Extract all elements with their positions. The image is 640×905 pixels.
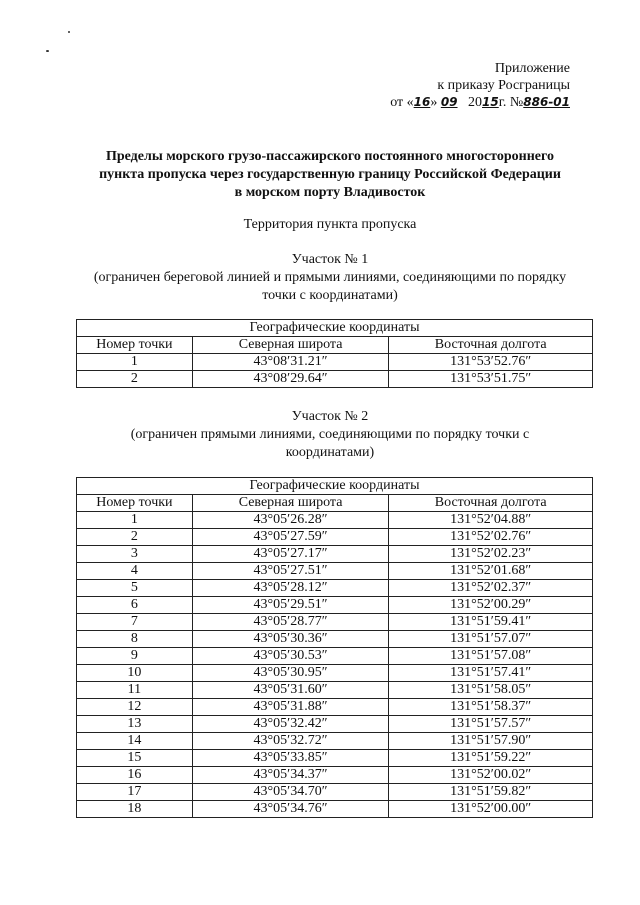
point-number-cell: 17: [77, 784, 193, 801]
point-number-cell: 3: [77, 546, 193, 563]
appendix-block: [370, 60, 570, 111]
scan-speck: [68, 31, 70, 33]
table-row: [77, 563, 593, 580]
longitude-cell: 131°51′57.08″: [389, 648, 593, 665]
col-point-number: Номер точки: [77, 337, 193, 354]
latitude-cell: 43°05′27.59″: [192, 529, 389, 546]
longitude-cell: 131°51′57.57″: [389, 716, 593, 733]
point-number-cell: 15: [77, 750, 193, 767]
table-row: [77, 597, 593, 614]
latitude-cell: 43°05′31.60″: [192, 682, 389, 699]
table-row: [77, 631, 593, 648]
latitude-cell: 43°05′28.12″: [192, 580, 389, 597]
coordinates-table-section1: [76, 319, 593, 388]
table-row: [77, 665, 593, 682]
longitude-cell: 131°52′00.00″: [389, 801, 593, 818]
table-group-header: Географические координаты: [77, 320, 593, 337]
appendix-label: Приложение: [494, 61, 570, 76]
longitude-cell: 131°51′59.22″: [389, 750, 593, 767]
longitude-cell: 131°52′04.88″: [389, 512, 593, 529]
table-row: [77, 733, 593, 750]
latitude-cell: 43°08′29.64″: [192, 371, 389, 388]
latitude-cell: 43°05′32.42″: [192, 716, 389, 733]
point-number-cell: 5: [77, 580, 193, 597]
table-row: [77, 767, 593, 784]
date-mid: »: [430, 95, 438, 110]
point-number-cell: 6: [77, 597, 193, 614]
longitude-cell: 131°52′00.02″: [389, 767, 593, 784]
appendix-date-line: [370, 94, 570, 111]
latitude-cell: 43°05′27.17″: [192, 546, 389, 563]
longitude-cell: 131°51′58.37″: [389, 699, 593, 716]
date-day: 16: [413, 95, 431, 109]
scan-speck: [46, 50, 49, 52]
latitude-cell: 43°08′31.21″: [192, 354, 389, 371]
section2-heading: Участок № 2: [291, 409, 369, 424]
point-number-cell: 14: [77, 733, 193, 750]
longitude-cell: 131°51′59.41″: [389, 614, 593, 631]
col-point-number: Номер точки: [77, 495, 193, 512]
point-number-cell: 16: [77, 767, 193, 784]
territory-heading: Территория пункта пропуска: [243, 217, 417, 232]
date-year-suffix: 15: [482, 95, 499, 109]
section1-desc-2: точки с координатами): [262, 288, 398, 303]
point-number-cell: 2: [77, 529, 193, 546]
longitude-cell: 131°52′02.23″: [389, 546, 593, 563]
col-east-longitude: Восточная долгота: [389, 495, 593, 512]
longitude-cell: 131°53′52.76″: [389, 354, 593, 371]
longitude-cell: 131°51′59.82″: [389, 784, 593, 801]
latitude-cell: 43°05′30.95″: [192, 665, 389, 682]
latitude-cell: 43°05′34.76″: [192, 801, 389, 818]
point-number-cell: 9: [77, 648, 193, 665]
latitude-cell: 43°05′32.72″: [192, 733, 389, 750]
longitude-cell: 131°52′02.76″: [389, 529, 593, 546]
table-row: [77, 699, 593, 716]
title-line-3: в морском порту Владивосток: [234, 185, 426, 200]
table-row: [77, 512, 593, 529]
section1-heading: Участок № 1: [291, 252, 369, 267]
longitude-cell: 131°53′51.75″: [389, 371, 593, 388]
longitude-cell: 131°51′58.05″: [389, 682, 593, 699]
point-number-cell: 2: [77, 371, 193, 388]
longitude-cell: 131°51′57.07″: [389, 631, 593, 648]
point-number-cell: 12: [77, 699, 193, 716]
longitude-cell: 131°52′01.68″: [389, 563, 593, 580]
number-prefix: г. №: [498, 95, 524, 110]
point-number-cell: 1: [77, 354, 193, 371]
point-number-cell: 1: [77, 512, 193, 529]
table-row: [77, 648, 593, 665]
coordinates-table-section2: [76, 477, 593, 818]
point-number-cell: 10: [77, 665, 193, 682]
point-number-cell: 4: [77, 563, 193, 580]
section2-desc-2: координатами): [285, 445, 375, 460]
table-group-header: Географические координаты: [77, 478, 593, 495]
latitude-cell: 43°05′30.53″: [192, 648, 389, 665]
date-prefix: от «: [390, 95, 414, 110]
latitude-cell: 43°05′27.51″: [192, 563, 389, 580]
title-line-1: Пределы морского грузо-пассажирского постоянного многостороннего: [105, 149, 555, 164]
table-row: [77, 682, 593, 699]
table-row: [77, 529, 593, 546]
date-year-prefix: 20: [468, 95, 483, 110]
latitude-cell: 43°05′34.70″: [192, 784, 389, 801]
table-row: [77, 371, 593, 388]
longitude-cell: 131°52′00.29″: [389, 597, 593, 614]
appendix-order-ref: к приказу Росграницы: [437, 78, 570, 93]
table-row: [77, 580, 593, 597]
table-row: [77, 354, 593, 371]
date-month: 09: [440, 95, 458, 109]
latitude-cell: 43°05′29.51″: [192, 597, 389, 614]
point-number-cell: 13: [77, 716, 193, 733]
longitude-cell: 131°52′02.37″: [389, 580, 593, 597]
col-north-latitude: Северная широта: [192, 337, 389, 354]
table-row: [77, 546, 593, 563]
latitude-cell: 43°05′26.28″: [192, 512, 389, 529]
title-line-2: пункта пропуска через государственную границу Российской Федерации: [99, 167, 561, 182]
section2-heading-block: [60, 408, 600, 462]
latitude-cell: 43°05′33.85″: [192, 750, 389, 767]
latitude-cell: 43°05′28.77″: [192, 614, 389, 631]
col-north-latitude: Северная широта: [192, 495, 389, 512]
col-east-longitude: Восточная долгота: [389, 337, 593, 354]
table-row: [77, 614, 593, 631]
point-number-cell: 11: [77, 682, 193, 699]
document-title: [60, 148, 600, 202]
point-number-cell: 18: [77, 801, 193, 818]
point-number-cell: 8: [77, 631, 193, 648]
point-number-cell: 7: [77, 614, 193, 631]
table-row: [77, 716, 593, 733]
latitude-cell: 43°05′30.36″: [192, 631, 389, 648]
section2-desc-1: (ограничен прямыми линиями, соединяющими по порядку точки с: [130, 427, 530, 442]
table-row: [77, 750, 593, 767]
latitude-cell: 43°05′34.37″: [192, 767, 389, 784]
table-row: [77, 784, 593, 801]
order-number: 886-01: [523, 95, 570, 109]
longitude-cell: 131°51′57.41″: [389, 665, 593, 682]
table-row: [77, 801, 593, 818]
latitude-cell: 43°05′31.88″: [192, 699, 389, 716]
section1-heading-block: [60, 251, 600, 305]
section1-desc-1: (ограничен береговой линией и прямыми линиями, соединяющими по порядку: [93, 270, 567, 285]
longitude-cell: 131°51′57.90″: [389, 733, 593, 750]
